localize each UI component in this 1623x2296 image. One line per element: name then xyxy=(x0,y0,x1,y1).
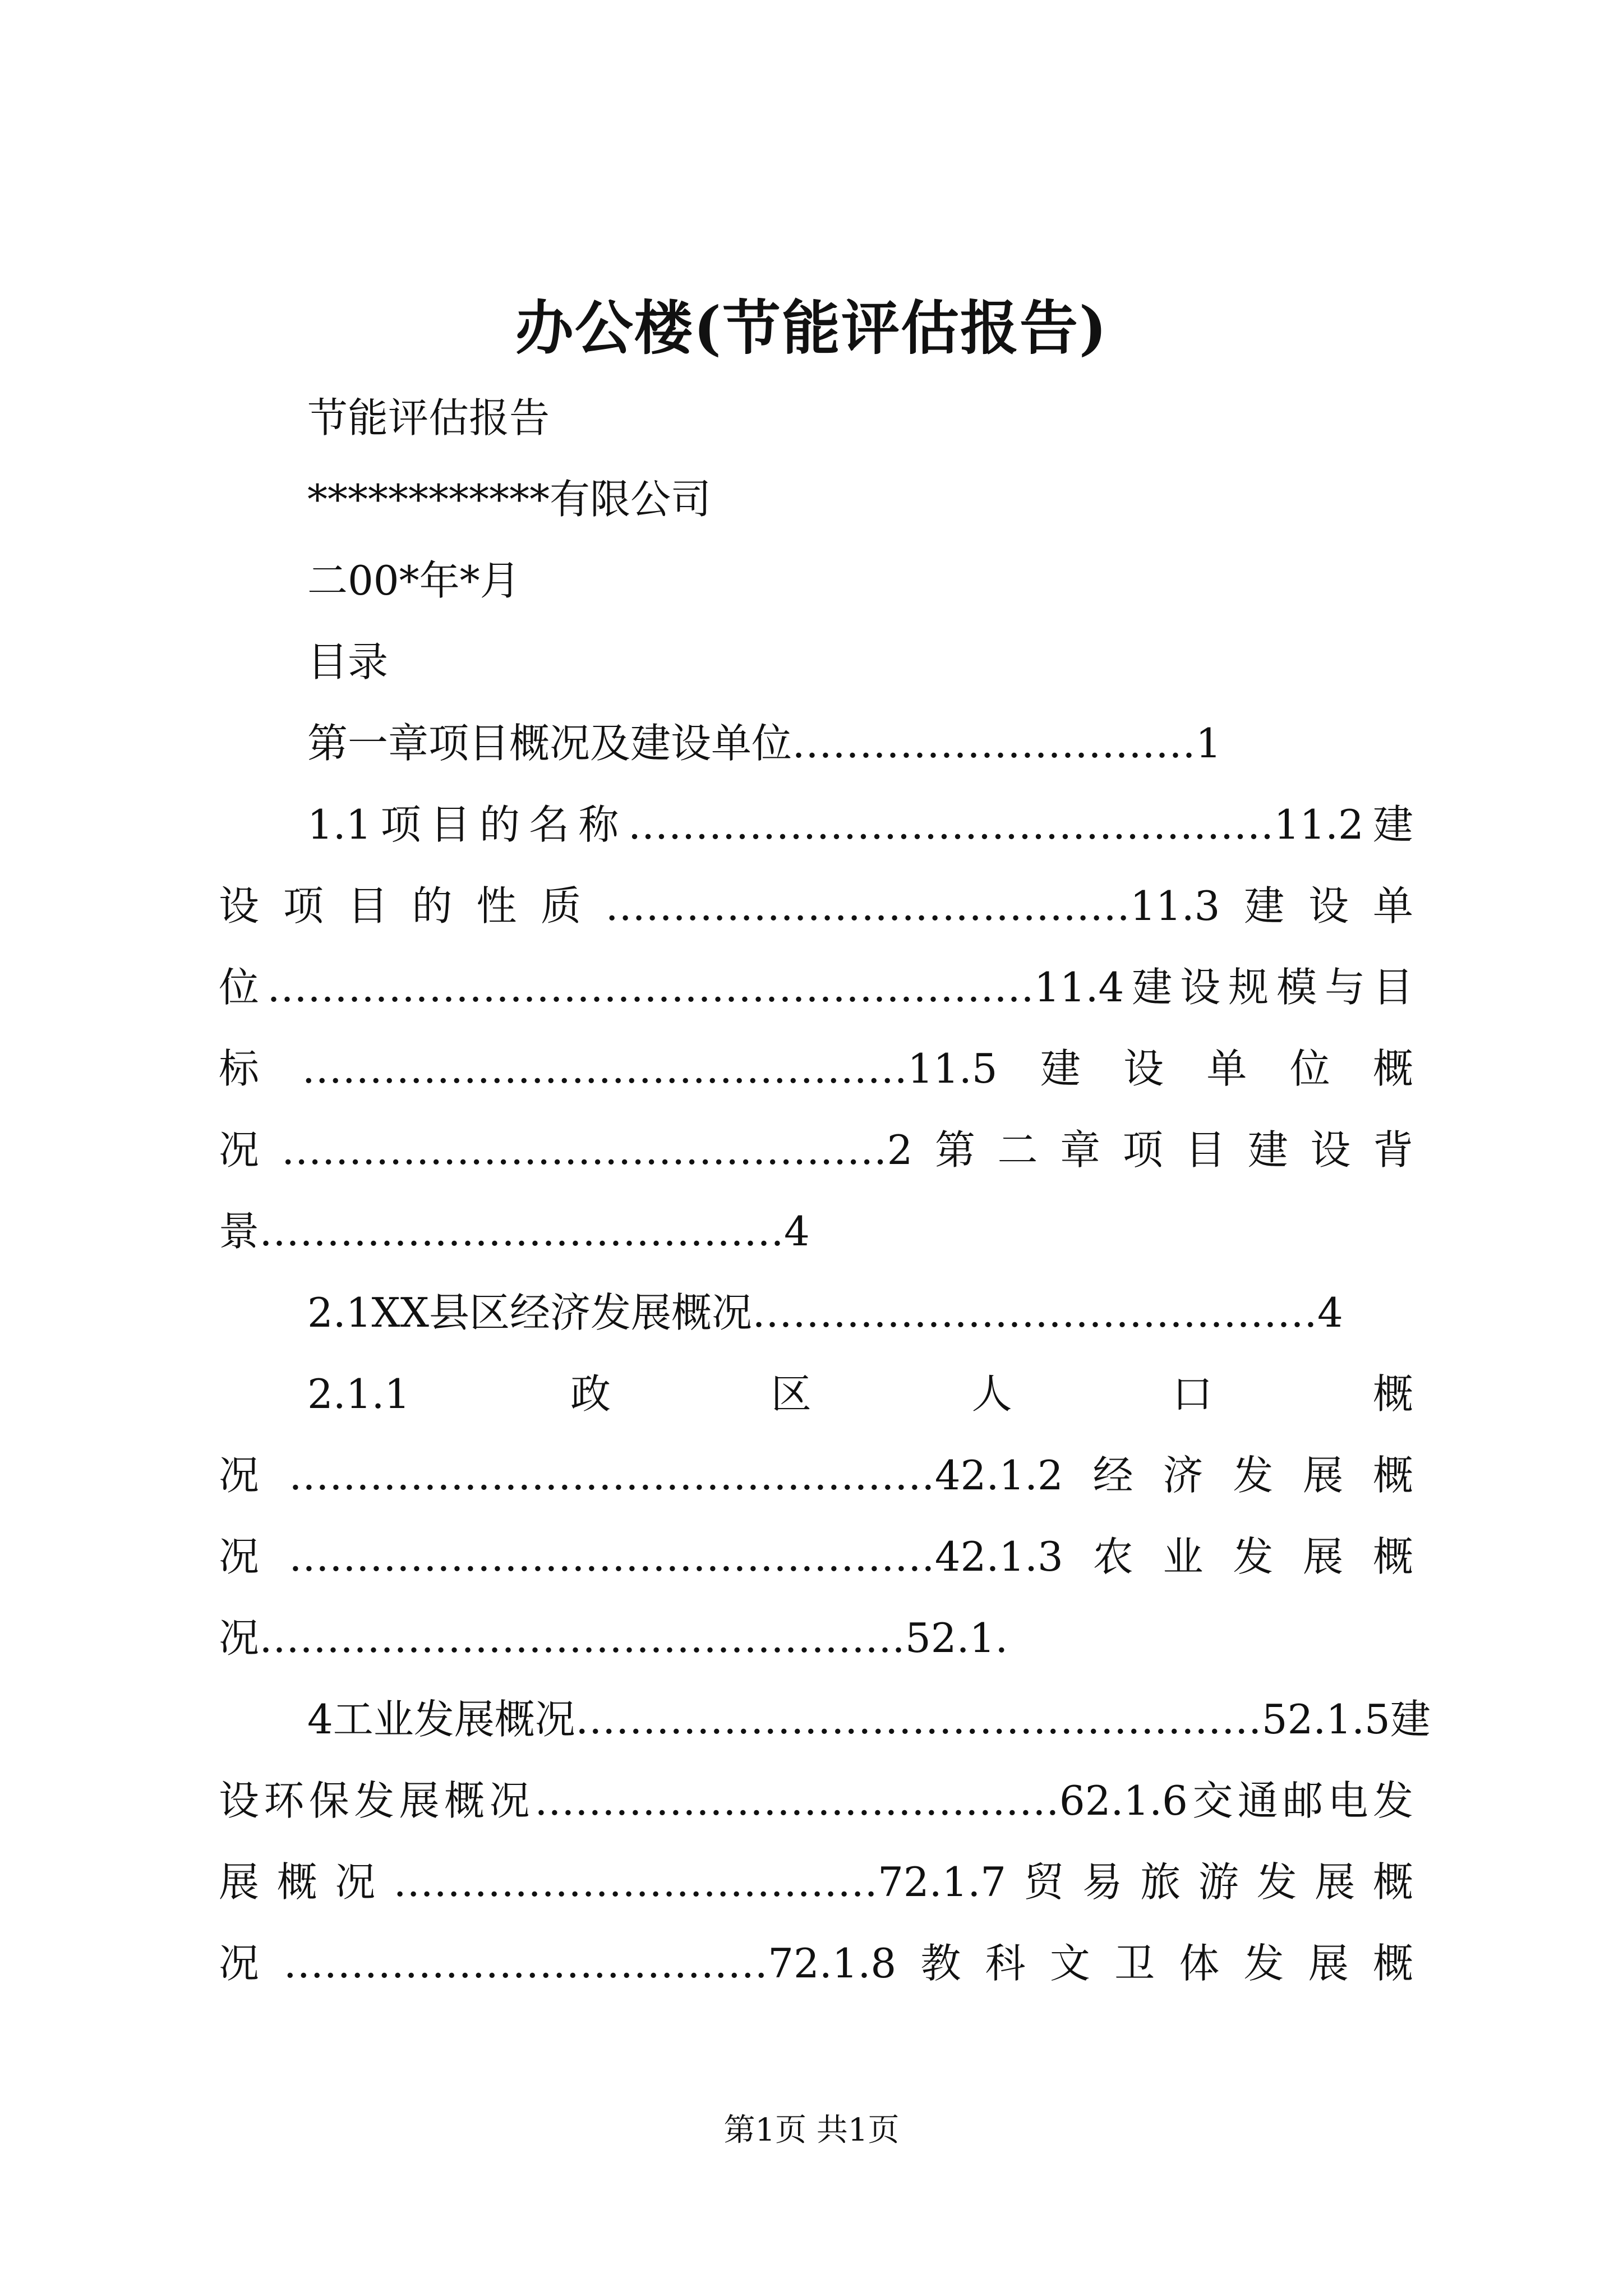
toc-line: 况…………………………………………42.1.2经济发展概 xyxy=(219,1452,1413,1499)
toc-line: 设项目的性质…………………………………11.3建设单 xyxy=(219,882,1413,930)
toc-line: 况…………………………………………52.1. xyxy=(219,1614,1008,1662)
toc-line: 设环保发展概况…………………………………62.1.6交通邮电发 xyxy=(219,1777,1413,1824)
toc-line: 2.1XX县区经济发展概况……………………………………4 xyxy=(307,1289,1343,1336)
document-title: 办公楼(节能评估报告) xyxy=(515,293,1108,362)
toc-line: 况…………………………………………42.1.3农业发展概 xyxy=(219,1533,1413,1580)
report-type: 节能评估报告 xyxy=(307,394,550,441)
company-name: ************有限公司 xyxy=(307,476,712,523)
page-footer: 第1页 共1页 xyxy=(723,2112,900,2148)
toc-line: 况………………………………72.1.8教科文卫体发展概 xyxy=(219,1940,1413,1987)
toc-line: 第一章项目概况及建设单位…………………………1 xyxy=(307,720,1221,767)
toc-heading: 目录 xyxy=(307,638,389,685)
toc-line: 展概况………………………………72.1.7贸易旅游发展概 xyxy=(219,1858,1413,1906)
toc-line: 况………………………………………2第二章项目建设背 xyxy=(219,1126,1413,1174)
toc-line: 2.1.1政区人口概 xyxy=(307,1370,1413,1418)
toc-line: 景…………………………………4 xyxy=(219,1208,810,1255)
toc-line: 1.1项目的名称…………………………………………11.2建 xyxy=(307,801,1413,848)
toc-line: 标………………………………………11.5建设单位概 xyxy=(219,1045,1413,1092)
toc-line: 位…………………………………………………11.4建设规模与目 xyxy=(219,964,1413,1011)
toc-line: 4工业发展概况……………………………………………52.1.5建 xyxy=(307,1696,1431,1743)
report-date: 二00*年*月 xyxy=(307,557,520,604)
